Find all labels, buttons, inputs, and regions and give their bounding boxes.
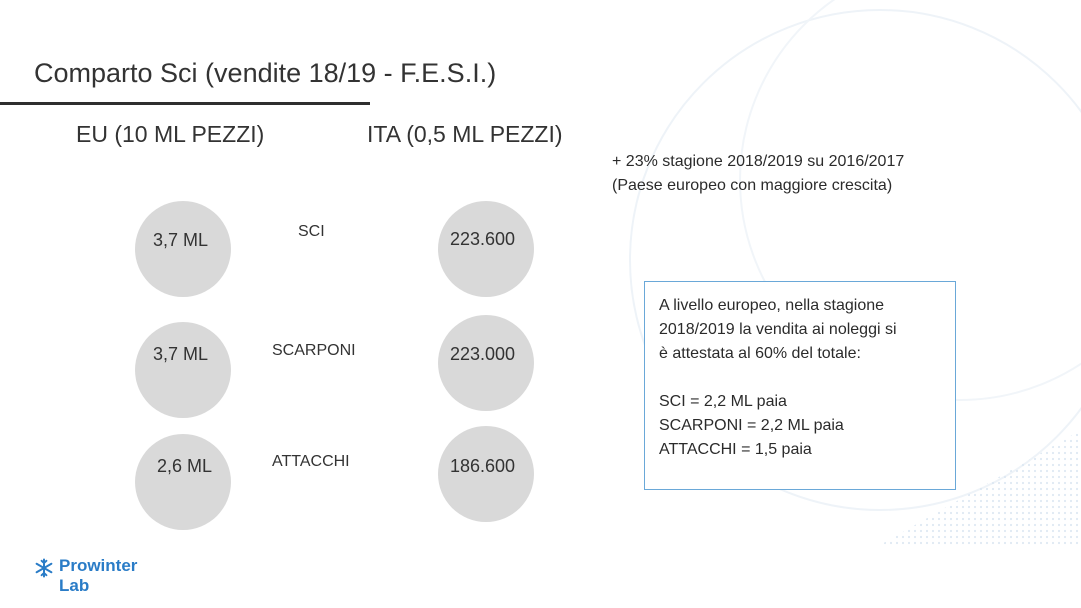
title-underline <box>0 102 370 105</box>
snowflake-icon <box>34 558 54 578</box>
slide-title: Comparto Sci (vendite 18/19 - F.E.S.I.) <box>34 58 497 88</box>
logo-text-prowinter: Prowinter <box>59 556 138 575</box>
info-item: ATTACCHI = 1,5 paia <box>659 441 812 458</box>
info-item: SCARPONI = 2,2 ML paia <box>659 417 844 434</box>
row-label-attacchi: ATTACCHI <box>272 453 350 470</box>
column-header-eu: EU (10 ML PEZZI) <box>76 121 265 147</box>
row-label-sci: SCI <box>298 223 325 240</box>
growth-note-line: + 23% stagione 2018/2019 su 2016/2017 <box>612 153 905 170</box>
info-text-line: è attestata al 60% del totale: <box>659 345 861 362</box>
prowinter-lab-logo <box>34 556 174 600</box>
growth-note-line: (Paese europeo con maggiore crescita) <box>612 177 893 194</box>
spacer <box>659 366 941 390</box>
info-item: SCI = 2,2 ML paia <box>659 393 787 410</box>
info-text-line: A livello europeo, nella stagione <box>659 297 885 314</box>
eu-value-attacchi: 2,6 ML <box>157 456 213 476</box>
eu-value-sci: 3,7 ML <box>153 230 209 250</box>
column-header-ita: ITA (0,5 ML PEZZI) <box>367 121 563 147</box>
eu-value-scarponi: 3,7 ML <box>153 344 209 364</box>
info-text-line: 2018/2019 la vendita ai noleggi si <box>659 321 897 338</box>
row-label-scarponi: SCARPONI <box>272 342 356 359</box>
ita-value-sci: 223.600 <box>450 229 516 249</box>
ita-value-attacchi: 186.600 <box>450 456 516 476</box>
growth-note <box>612 150 904 198</box>
rental-info-box <box>644 281 956 490</box>
ita-value-scarponi: 223.000 <box>450 344 516 364</box>
logo-text-lab: Lab <box>59 576 90 595</box>
eu-value-circle <box>135 434 231 530</box>
eu-value-circle <box>135 322 231 418</box>
